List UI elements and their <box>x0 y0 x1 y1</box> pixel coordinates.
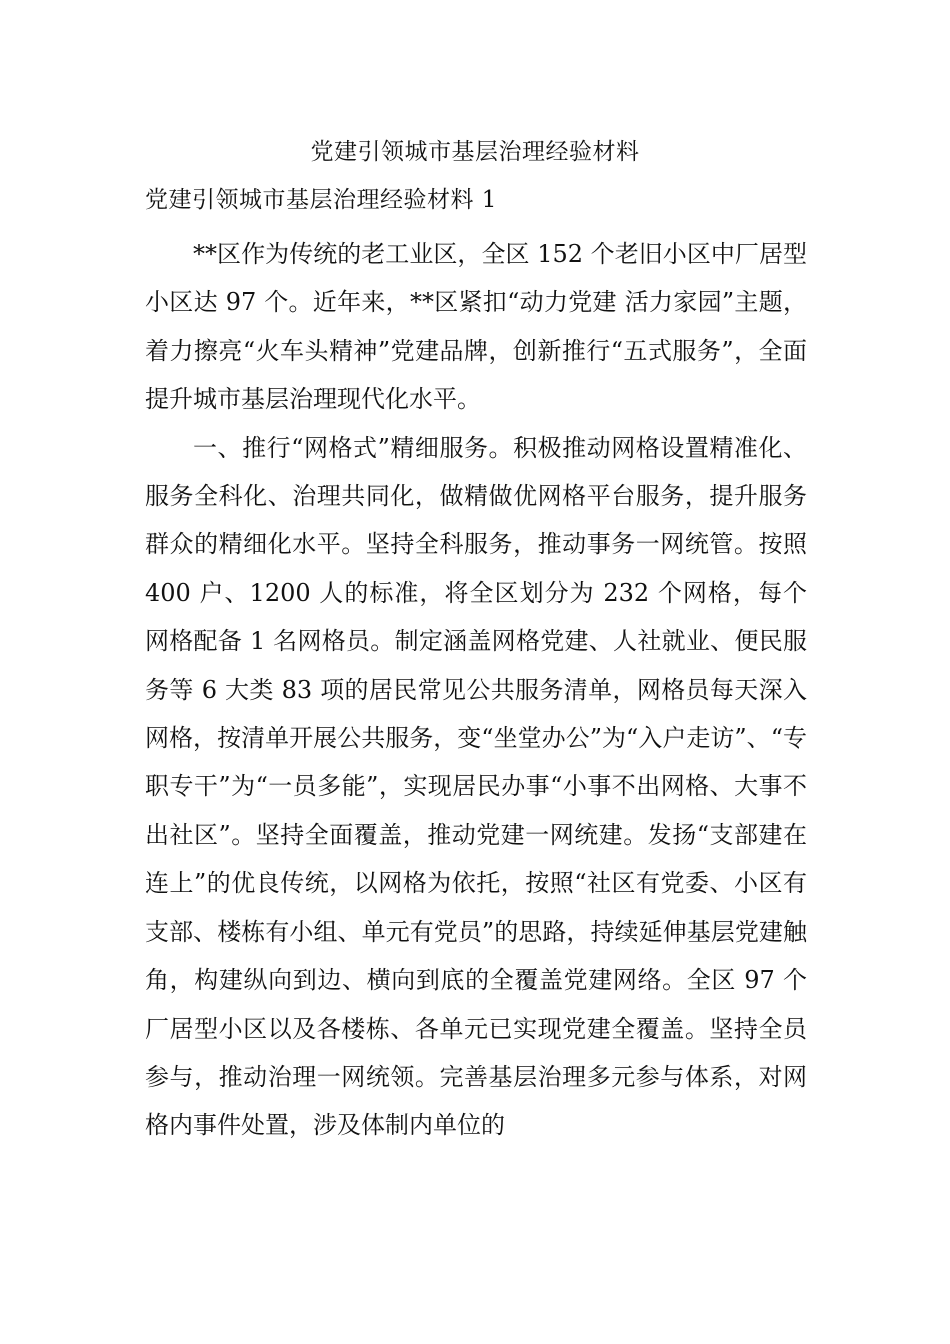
document-subtitle: 党建引领城市基层治理经验材料 1 <box>145 187 497 213</box>
paragraph-intro: **区作为传统的老工业区，全区 152 个老旧小区中厂居型小区达 97 个。近年来，**区紧扣“动力党建 活力家园”主题，着力擦亮“火车头精神”党建品牌，创新推行“五式服务”，全面提升城市基层治理现代化水平。 <box>145 240 807 414</box>
document-title: 党建引领城市基层治理经验材料 <box>310 139 640 165</box>
document-body <box>145 230 807 1150</box>
paragraph-section-1: 一、推行“网格式”精细服务。积极推动网格设置精准化、服务全科化、治理共同化，做精做优网格平台服务，提升服务群众的精细化水平。坚持全科服务，推动事务一网统管。按照 400 户、1200 人的标准，将全区划分为 232 个网格，每个网格配备 1 名网格员。制定涵盖网格党建、人社就业、便民服务等 6 大类 83 项的居民常见公共服务清单，网格员每天深入网格，按清单开展公共服务，变“坐堂办公”为“入户走访”、“专职专干”为“一员多能”，实现居民办事“小事不出网格、大事不出社区”。坚持全面覆盖，推动党建一网统建。发扬“支部建在连上”的优良传统，以网格为依托，按照“社区有党委、小区有支部、楼栋有小组、单元有党员”的思路，持续延伸基层党建触角，构建纵向到边、横向到底的全覆盖党建网络。全区 97 个厂居型小区以及各楼栋、各单元已实现党建全覆盖。坚持全员参与，推动治理一网统领。完善基层治理多元参与体系，对网格内事件处置，涉及体制内单位的 <box>145 433 807 1140</box>
